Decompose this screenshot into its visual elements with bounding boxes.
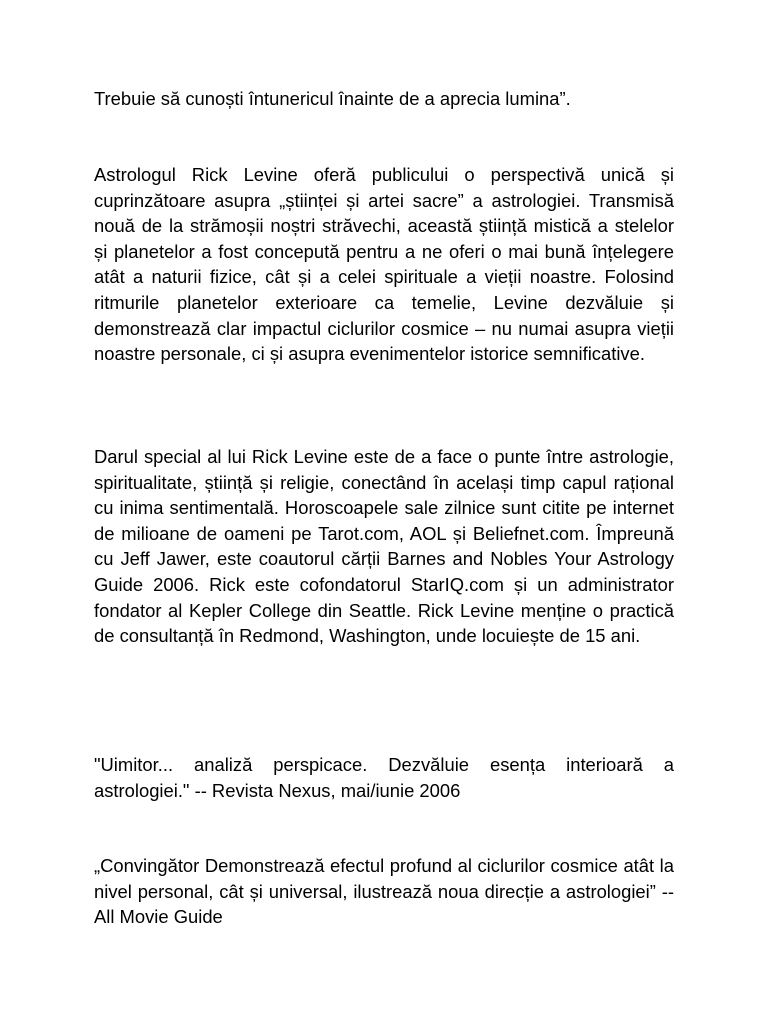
author-bio-paragraph: Darul special al lui Rick Levine este de a face o punte între astrologie, spiritualitate, știință și religie, conectând în același timp capul rațional cu inima sentimentală. Horoscoapele sale zilnice sunt citite pe internet de milioane de oameni pe Tarot.com, AOL și Beliefnet.com. Împreună cu Jeff Jawer, este coautorul cărții Barnes and Nobles Your Astrology Guide 2006. Rick este cofondatorul StarIQ.com și un administrator fondator al Kepler College din Seattle. Rick Levine menține o practică de consultanță în Redmond, Washington, unde locuiește de 15 ani. — [94, 446, 674, 647]
intro-quote-paragraph: Trebuie să cunoști întunericul înainte de a aprecia lumina”. — [94, 88, 571, 109]
review-quote-nexus: "Uimitor... analiză perspicace. Dezvăluie esența interioară a astrologiei." -- Revista Nexus, mai/iunie 2006 — [94, 754, 674, 801]
review-quote-all-movie-guide: „Convingător Demonstrează efectul profund al ciclurilor cosmice atât la nivel personal, cât și universal, ilustrează noua direcție a astrologiei” -- All Movie Guide — [94, 855, 674, 928]
astrologer-perspective-paragraph: Astrologul Rick Levine oferă publicului o perspectivă unică și cuprinzătoare asupra „științei și artei sacre” a astrologiei. Transmisă nouă de la strămoșii noștri străvechi, această știință mistică a stelelor și planetelor a fost concepută pentru a ne oferi o mai bună înțelegere atât a naturii fizice, cât și a celei spirituale a vieții noastre. Folosind ritmurile planetelor exterioare ca temelie, Levine dezvăluie și demonstrează clar impactul ciclurilor cosmice – nu numai asupra vieții noastre personale, ci și asupra evenimentelor istorice semnificative. — [94, 164, 674, 365]
